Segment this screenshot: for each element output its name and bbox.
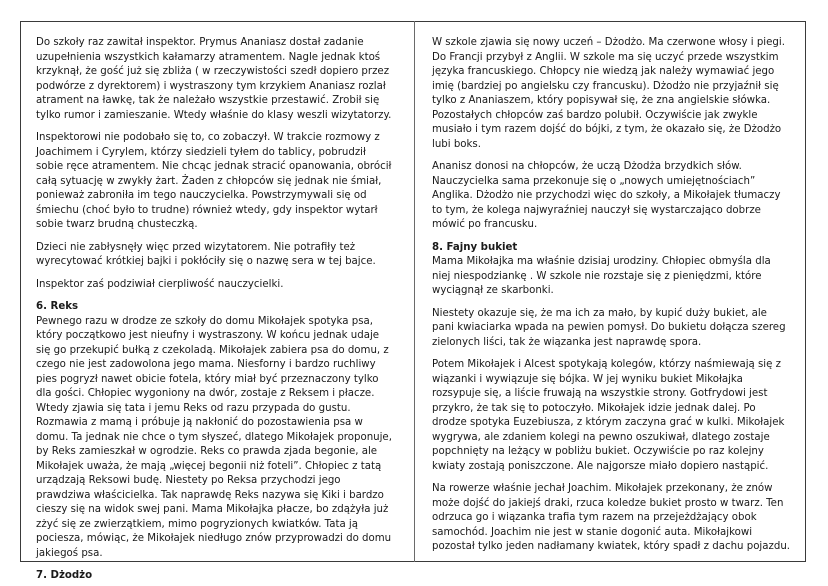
paragraph-joachim-bike: Na rowerze właśnie jechał Joachim. Mikołajek przekonany, że znów może dojść do jakiejś draki, rzuca koledze bukiet prosto w twarz. Ten odrzuca go i wiązanka trafia tym razem na przejeżdżający obok samochód. Joachim nie jest w stanie dogonić auta. Mikołajkowi pozostał tylko jeden nadłamany kwiatek, który spadł z dachu pojazdu. — [432, 483, 791, 552]
paragraph-dzodzo-arrives: W szkole zjawia się nowy uczeń – Dżodżo. Ma czerwone włosy i piegi. Do Francji przybył z Anglii. W szkole ma się uczyć przede wszystkim języka francuskiego. Chłopcy nie wiedzą jak należy wymawiać jego imię (bardziej po angielsku czy francusku). Dżodżo nie przyjaźnił się tylko z Ananiaszem, który popisywał się, że zna angielskie słówka. Pozostałych chłopców zaś bardzo polubił. Oczywiście jak zwykle musiało i tym razem dojść do bójki, z tym, że okazało się, że Dżodżo lubi boks. — [432, 37, 785, 150]
paragraph-inspector-admires: Inspektor zaś podziwiał cierpliwość nauczycielki. — [36, 278, 284, 290]
right-column — [432, 36, 792, 563]
paragraph-inspector-visit: Do szkoły raz zawitał inspektor. Prymus Ananiasz dostał zadanie uzupełnienia wszystkich kałamarzy atramentem. Nagle jednak ktoś krzyknął, że gość już się zbliża ( w rzeczywistości szedł dopiero przez podwórze z dyrektorem) i wystraszony tym krzykiem Ananiasz rozlał atrament na ławkę, tak że należało wszystkie przestawić. Zrobił się tylko rumor i zamieszanie. Wtedy właśnie do klasy weszli wizytatorzy. — [36, 37, 392, 121]
paragraph-fight-and-marbles: Potem Mikołajek i Alcest spotykają kolegów, którzy naśmiewają się z wiązanki i wywiązuje się bójka. W jej wyniku bukiet Mikołajka rozsypuje się, a liście fruwają na wszystkie strony. Gotfrydowi jest przykro, że tak się to potoczyło. Mikołajek idzie jednak dalej. Po drodze spotyka Euzebiusza, z którym zaczyna grać w kulki. Mikołajek wygrywa, ale zdaniem kolegi na pewno oszukiwał, dlatego zostaje popchnięty na leżący w pobliżu bukiet. Oczywiście po raz kolejny kwiaty zostają poniszczone. Ale najgorsze miało dopiero nastąpić. — [432, 359, 785, 472]
paragraph-reks-story: Pewnego razu w drodze ze szkoły do domu Mikołajek spotyka psa, który początkowo jest nieufny i wystraszony. W końcu jednak udaje się go przekupić bułką z czekoladą. Mikołajek zabiera psa do domu, z czego nie jest zadowolona jego mama. Niesforny i bardzo ruchliwy pies pogryzł nawet obicie fotela, który miał być przeznaczony tylko dla gości. Chłopiec wygoniony na dwór, zostaje z Reksem i płacze. Wtedy zjawia się tata i jemu Reks od razu przypada do gustu. Rozmawia z mamą i próbuje ją nakłonić do pozostawienia psa w domu. Ta jednak nie chce o tym słyszeć, dlatego Mikołajek proponuje, by Reks zamieszkał w ogrodzie. Reks co prawda zjada begonie, ale Mikołajek uważa, że mają „więcej begonii niż foteli”. Chłopiec z tatą urządzają Reksowi budę. Niestety po Reksa przychodzi jego prawdziwa właścicielka. Tak naprawdę Reks nazywa się Kiki i bardzo cieszy się na widok swej pani. Mama Mikołajka płacze, bo zdążyła już zżyć się ze zwierzątkiem, mimo pogryzionych kwiatków. Tata ją pociesza, mówiąc, że Mikołajek niedługo znów przyprowadzi do domu jakiegoś psa. — [36, 315, 392, 559]
heading-reks: 6. Reks — [36, 301, 79, 312]
paragraph-mom-birthday: Mama Mikołajka ma właśnie dzisiaj urodziny. Chłopiec obmyśla dla niej niespodziankę . W szkole nie rozstaje się z pieniędzmi, które wyciągnął ze skarbonki. — [432, 256, 771, 296]
heading-fajny-bukiet: 8. Fajny bukiet — [432, 241, 518, 253]
paragraph-florist-idea: Niestety okazuje się, że ma ich za mało, by kupić duży bukiet, ale pani kwiaciarka wpada na pewien pomysł. Do bukietu dołącza szereg zielonych liści, tak że wiązanka jest naprawdę spora. — [432, 307, 786, 348]
column-divider — [414, 21, 415, 562]
left-column — [36, 36, 396, 584]
paragraph-inspector-displeased: Inspektorowi nie podobało się to, co zobaczył. W trakcie rozmowy z Joachimem i Cyrylem, którzy siedzieli tyłem do tablicy, pobrudził sobie ręce atramentem. Nie chcąc jednak stracić opanowania, obrócił całą sytuację w zwykły żart. Żaden z chłopców się jednak nie śmiał, ponieważ zabroniła im tego nauczycielka. Powstrzymywali się od śmiechu (choć było to trudne) również wtedy, gdy inspektor wytarł sobie twarz brudną chusteczką. — [36, 132, 392, 230]
paragraph-children-fail: Dzieci nie zabłysnęły więc przed wizytatorem. Nie potrafiły też wyrecytować krótkiej bajki i pokłóciły się o nazwę sera w tej bajce. — [36, 241, 376, 267]
paragraph-ananiasz-reports: Ananisz donosi na chłopców, że uczą Dżodża brzydkich słów. Nauczycielka sama przekonuje się o „nowych umiejętnościach” Anglika. Dżodżo nie przychodzi więc do szkoły, a Mikołajek tłumaczy to tym, że kolega najwyraźniej nauczył się wystarczająco dobrze mówić po francusku. — [432, 161, 781, 230]
heading-dzodzo: 7. Dżodżo — [36, 570, 93, 581]
